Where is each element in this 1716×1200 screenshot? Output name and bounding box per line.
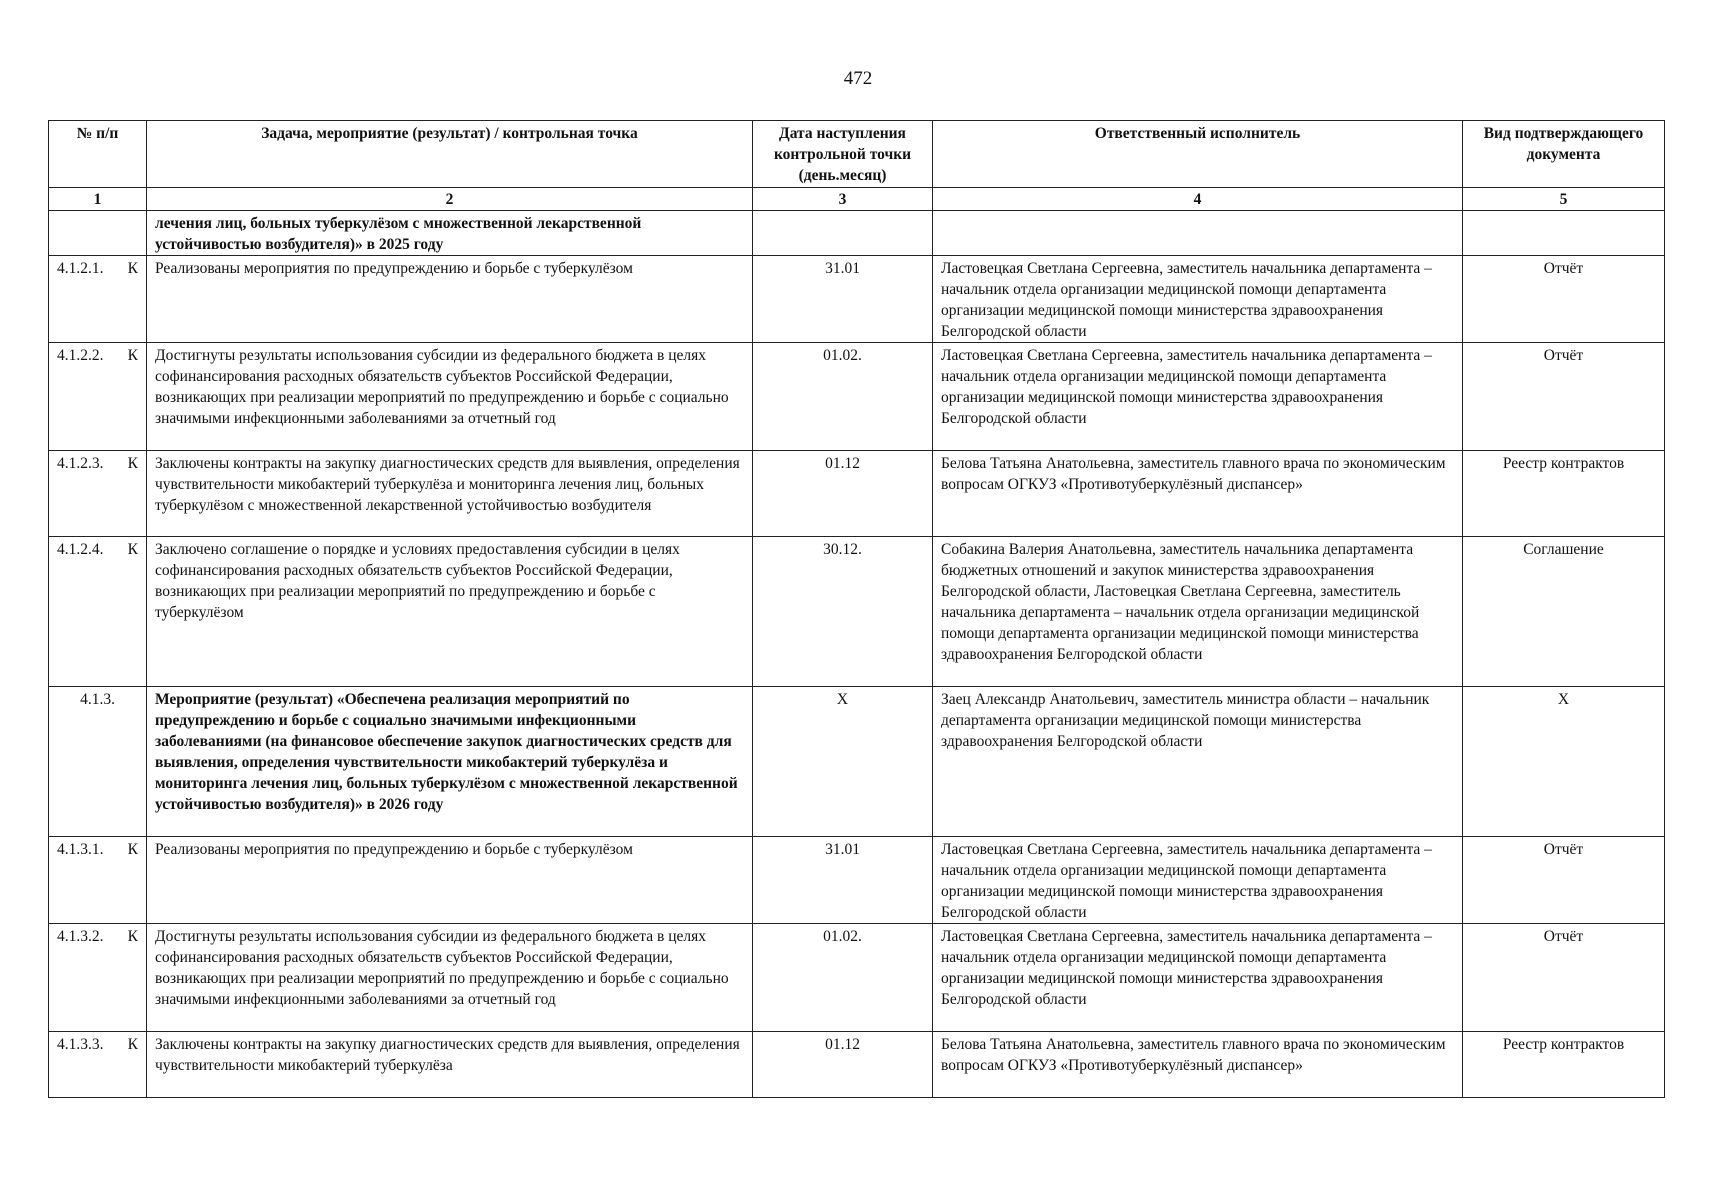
- row-number: 4.1.2.2.: [57, 347, 104, 364]
- date-cell: Х: [753, 687, 933, 837]
- task-cell: Достигнуты результаты использования субсидии из федерального бюджета в целях софинансирования расходных обязательств субъектов Российской Федерации, возникающих при реализации мероприятий по предупреждению и борьбе с социально значимыми инфекционными заболеваниями за отчетный год: [147, 343, 753, 451]
- header-number: № п/п: [49, 121, 147, 188]
- header-executor: Ответственный исполнитель: [933, 121, 1463, 188]
- table-row: [49, 837, 1665, 924]
- header-date: Дата наступления контрольной точки (день.месяц): [753, 121, 933, 188]
- row-number-cell: [49, 211, 147, 256]
- document-type-cell: Отчёт: [1463, 343, 1665, 451]
- table-row: [49, 211, 1665, 256]
- date-cell: 30.12.: [753, 537, 933, 687]
- date-cell: 31.01: [753, 256, 933, 343]
- executor-cell: [933, 211, 1463, 256]
- row-number: 4.1.3.2.: [57, 928, 104, 945]
- row-number: 4.1.2.1.: [57, 260, 104, 277]
- row-mark: К: [127, 1036, 138, 1053]
- document-type-cell: Х: [1463, 687, 1665, 837]
- date-cell: [753, 211, 933, 256]
- task-cell: Заключено соглашение о порядке и условиях предоставления субсидии в целях софинансирования расходных обязательств субъектов Российской Федерации, возникающих при реализации мероприятий по предупреждению и борьбе с туберкулёзом: [147, 537, 753, 687]
- date-cell: 01.12: [753, 1032, 933, 1098]
- control-points-table: [48, 120, 1665, 1098]
- table-row: [49, 537, 1665, 687]
- table-row: [49, 256, 1665, 343]
- table-row: [49, 687, 1665, 837]
- column-number: 5: [1463, 188, 1665, 211]
- row-number-cell: [49, 924, 147, 1032]
- executor-cell: Собакина Валерия Анатольевна, заместитель начальника департамента бюджетных отношений и закупок министерства здравоохранения Белгородской области, Ластовецкая Светлана Сергеевна, заместитель начальника департамента – начальник отдела организации медицинской помощи департамента организации медицинской помощи министерства здравоохранения Белгородской области: [933, 537, 1463, 687]
- column-number: 3: [753, 188, 933, 211]
- row-mark: К: [127, 260, 138, 277]
- executor-cell: Ластовецкая Светлана Сергеевна, заместитель начальника департамента – начальник отдела организации медицинской помощи департамента организации медицинской помощи министерства здравоохранения Белгородской области: [933, 837, 1463, 924]
- table-row: [49, 1032, 1665, 1098]
- date-cell: 01.02.: [753, 343, 933, 451]
- document-type-cell: Отчёт: [1463, 837, 1665, 924]
- row-number-cell: [49, 837, 147, 924]
- table-header-row: [49, 121, 1665, 188]
- date-cell: 01.02.: [753, 924, 933, 1032]
- task-cell: Реализованы мероприятия по предупреждению и борьбе с туберкулёзом: [147, 256, 753, 343]
- column-number: 1: [49, 188, 147, 211]
- column-number-row: [49, 188, 1665, 211]
- task-cell: Достигнуты результаты использования субсидии из федерального бюджета в целях софинансирования расходных обязательств субъектов Российской Федерации, возникающих при реализации мероприятий по предупреждению и борьбе с социально значимыми инфекционными заболеваниями за отчетный год: [147, 924, 753, 1032]
- task-cell: Реализованы мероприятия по предупреждению и борьбе с туберкулёзом: [147, 837, 753, 924]
- header-document-type: Вид подтверждающего документа: [1463, 121, 1665, 188]
- document-type-cell: Отчёт: [1463, 256, 1665, 343]
- row-number: 4.1.3.: [80, 691, 115, 708]
- row-number-cell: [49, 687, 147, 837]
- table-row: [49, 451, 1665, 537]
- document-type-cell: Реестр контрактов: [1463, 451, 1665, 537]
- row-number: 4.1.3.1.: [57, 841, 104, 858]
- row-mark: К: [127, 347, 138, 364]
- row-mark: К: [127, 541, 138, 558]
- executor-cell: Белова Татьяна Анатольевна, заместитель главного врача по экономическим вопросам ОГКУЗ «Противотуберкулёзный диспансер»: [933, 1032, 1463, 1098]
- date-cell: 01.12: [753, 451, 933, 537]
- row-mark: К: [127, 455, 138, 472]
- document-type-cell: Соглашение: [1463, 537, 1665, 687]
- executor-cell: Ластовецкая Светлана Сергеевна, заместитель начальника департамента – начальник отдела организации медицинской помощи департамента организации медицинской помощи министерства здравоохранения Белгородской области: [933, 343, 1463, 451]
- row-mark: К: [127, 928, 138, 945]
- row-number: 4.1.2.4.: [57, 541, 104, 558]
- task-cell: Мероприятие (результат) «Обеспечена реализация мероприятий по предупреждению и борьбе с социально значимыми инфекционными заболеваниями (на финансовое обеспечение закупок диагностических средств для выявления, определения чувствительности микобактерий туберкулёза и мониторинга лечения лиц, больных туберкулёзом с множественной лекарственной устойчивостью возбудителя)» в 2026 году: [147, 687, 753, 837]
- executor-cell: Белова Татьяна Анатольевна, заместитель главного врача по экономическим вопросам ОГКУЗ «Противотуберкулёзный диспансер»: [933, 451, 1463, 537]
- table-row: [49, 343, 1665, 451]
- row-number-cell: [49, 343, 147, 451]
- document-type-cell: Отчёт: [1463, 924, 1665, 1032]
- document-type-cell: [1463, 211, 1665, 256]
- executor-cell: Ластовецкая Светлана Сергеевна, заместитель начальника департамента – начальник отдела организации медицинской помощи департамента организации медицинской помощи министерства здравоохранения Белгородской области: [933, 256, 1463, 343]
- task-cell: лечения лиц, больных туберкулёзом с множественной лекарственной устойчивостью возбудителя)» в 2025 году: [147, 211, 753, 256]
- row-number-cell: [49, 1032, 147, 1098]
- page-number: 472: [843, 68, 873, 89]
- executor-cell: Ластовецкая Светлана Сергеевна, заместитель начальника департамента – начальник отдела организации медицинской помощи департамента организации медицинской помощи министерства здравоохранения Белгородской области: [933, 924, 1463, 1032]
- column-number: 4: [933, 188, 1463, 211]
- row-number: 4.1.2.3.: [57, 455, 104, 472]
- row-number-cell: [49, 256, 147, 343]
- executor-cell: Заец Александр Анатольевич, заместитель министра области – начальник департамента организации медицинской помощи министерства здравоохранения Белгородской области: [933, 687, 1463, 837]
- task-cell: Заключены контракты на закупку диагностических средств для выявления, определения чувствительности микобактерий туберкулёза: [147, 1032, 753, 1098]
- task-cell: Заключены контракты на закупку диагностических средств для выявления, определения чувствительности микобактерий туберкулёза и мониторинга лечения лиц, больных туберкулёзом с множественной лекарственной устойчивостью возбудителя: [147, 451, 753, 537]
- header-task: Задача, мероприятие (результат) / контрольная точка: [147, 121, 753, 188]
- row-number-cell: [49, 451, 147, 537]
- table-row: [49, 924, 1665, 1032]
- column-number: 2: [147, 188, 753, 211]
- document-type-cell: Реестр контрактов: [1463, 1032, 1665, 1098]
- row-number: 4.1.3.3.: [57, 1036, 104, 1053]
- date-cell: 31.01: [753, 837, 933, 924]
- row-number-cell: [49, 537, 147, 687]
- row-mark: К: [127, 841, 138, 858]
